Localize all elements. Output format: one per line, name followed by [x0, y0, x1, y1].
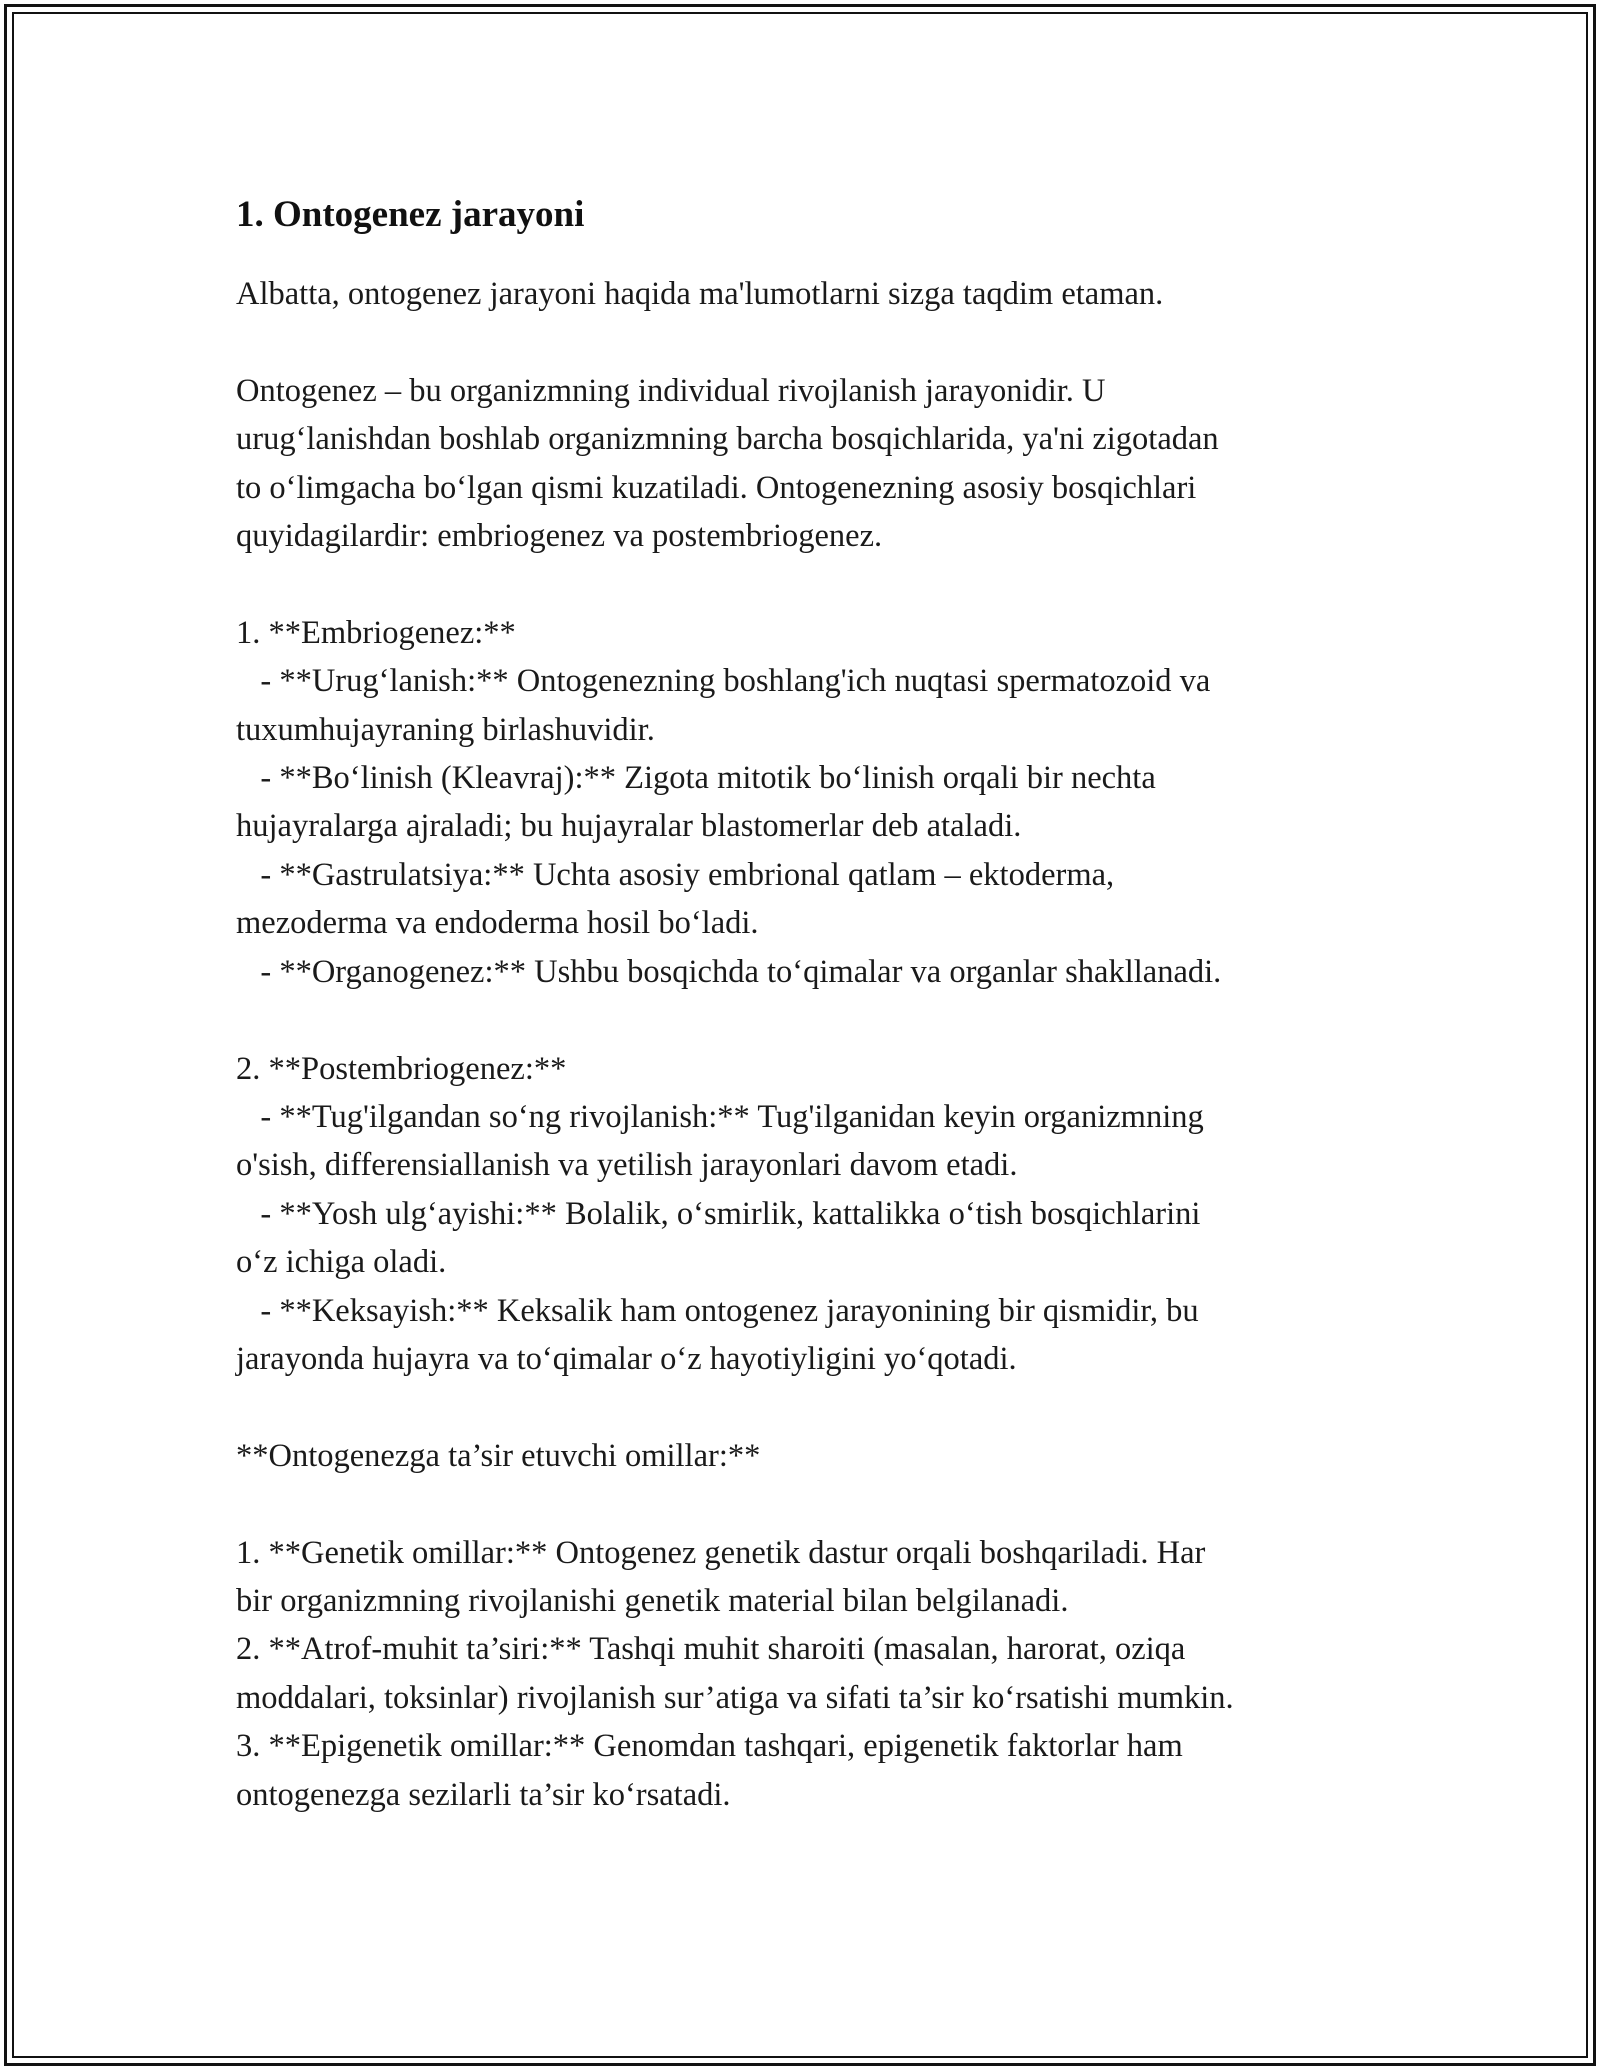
document-body-text: Albatta, ontogenez jarayoni haqida ma'lumotlarni sizga taqdim etaman. Ontogenez – bu organizmning individual rivojlanish jarayonidir. U urug‘lanishdan boshlab organizmning barcha bosqichlarida, ya'ni zigotadan to o‘limgacha bo‘lgan qismi kuzatiladi. Ontogenezning asosiy bosqichlari quyidagilardir: embriogenez va postembriogenez. 1. **Embriogenez:** - **Urug‘lanish:** Ontogenezning boshlang'ich nuqtasi spermatozoid va tuxumhujayraning birlashuvidir. - **Bo‘linish (Kleavraj):** Zigota mitotik bo‘linish orqali bir nechta hujayralarga ajraladi; bu hujayralar blastomerlar deb ataladi. - **Gastrulatsiya:** Uchta asosiy embrional qatlam – ektoderma, mezoderma va endoderma hosil bo‘ladi. - **Organogenez:** Ushbu bosqichda to‘qimalar va organlar shakllanadi. 2. **Postembriogenez:** - **Tug'ilgandan so‘ng rivojlanish:** Tug'ilganidan keyin organizmning o'sish, differensiallanish va yetilish jarayonlari davom etadi. - **Yosh ulg‘ayishi:** Bolalik, o‘smirlik, kattalikka o‘tish bosqichlarini o‘z ichiga oladi. - **Keksayish:** Keksalik ham ontogenez jarayonining bir qismidir, bu jarayonda hujayra va to‘qimalar o‘z hayotiyligini yo‘qotadi. **Ontogenezga ta’sir etuvchi omillar:** 1. **Genetik omillar:** Ontogenez genetik dastur orqali boshqariladi. Har bir organizmning rivojlanishi genetik material bilan belgilanadi. 2. **Atrof-muhit ta’siri:** Tashqi muhit sharoiti (masalan, harorat, oziqa moddalari, toksinlar) rivojlanish sur’atiga va sifati ta’sir ko‘rsatishi mumkin. 3. **Epigenetik omillar:** Genomdan tashqari, epigenetik faktorlar ham ontogenezga sezilarli ta’sir ko‘rsatadi. [236, 276, 1234, 1813]
document-content [236, 188, 1376, 1819]
document-heading: 1. Ontogenez jarayoni [236, 194, 585, 235]
